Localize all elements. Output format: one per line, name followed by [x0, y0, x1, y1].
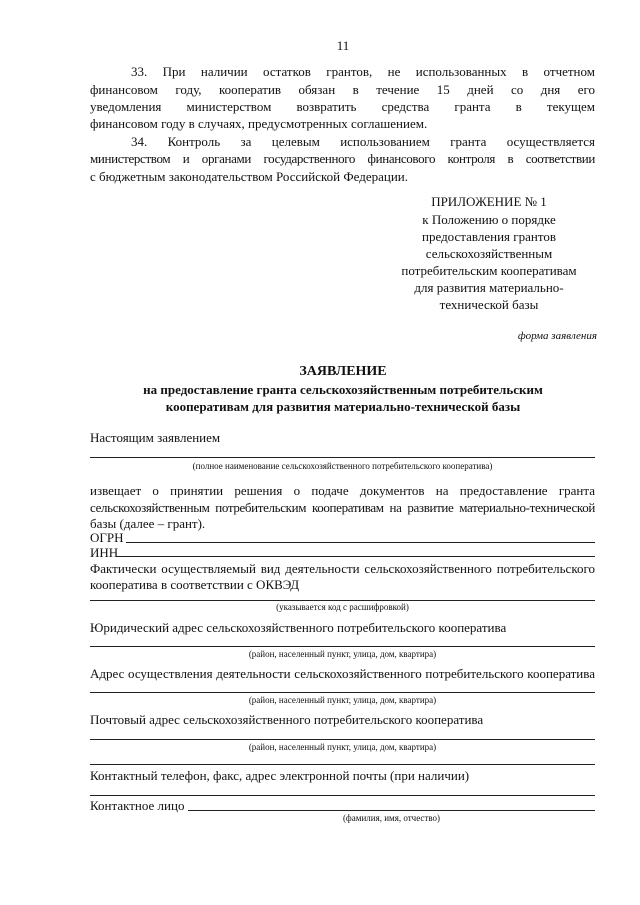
legal-address-hint: (район, населенный пункт, улица, дом, квартира) [248, 649, 437, 659]
activity-line-2: кооператива в соответствии с ОКВЭД [90, 577, 300, 592]
activity-address-label: Адрес осуществления деятельности сельскохозяйственного потребительского кооператива [90, 666, 595, 681]
para33-line-4: финансовом году в случаях, предусмотренных соглашением. [90, 116, 428, 131]
okved-hint: (указывается код с расшифровкой) [276, 602, 409, 612]
inn-label: ИНН [90, 545, 119, 560]
notify-line-2: сельскохозяйственным потребительским кооперативам на развитие материально-технической [90, 500, 595, 515]
notify-line-1: извещает о принятии решения о подаче документов на предоставление гранта [90, 483, 595, 498]
legal-address-label: Юридический адрес сельскохозяйственного потребительского кооператива [90, 620, 507, 635]
contact-person-label: Контактное лицо [90, 798, 185, 813]
appendix-line: предоставления грантов [422, 229, 556, 244]
para33-line-1: 33. При наличии остатков грантов, не использованных в отчетном [131, 64, 595, 79]
para34-line-2: министерством и органами государственного финансового контроля в соответствии [90, 151, 595, 166]
okved-field[interactable] [90, 600, 595, 601]
activity-line-1: Фактически осуществляемый вид деятельности сельскохозяйственного потребительского [90, 561, 595, 576]
contacts-field[interactable] [90, 795, 595, 796]
appendix-line: к Положению о порядке [422, 212, 556, 227]
activity-address-field[interactable] [90, 692, 595, 693]
statement-subtitle-2: кооперативам для развития материально-технической базы [165, 399, 521, 414]
ogrn-label: ОГРН [90, 530, 124, 545]
appendix-line: сельскохозяйственным [425, 246, 553, 261]
para33-line-3: уведомления министерством возвратить средства гранта в текущем [90, 99, 595, 114]
notify-line-3: базы (далее – грант). [90, 516, 206, 531]
postal-address-hint: (район, населенный пункт, улица, дом, квартира) [248, 742, 437, 752]
contacts-label: Контактный телефон, факс, адрес электронной почты (при наличии) [90, 768, 470, 783]
statement-subtitle-1: на предоставление гранта сельскохозяйственным потребительским [143, 382, 543, 397]
inn-field[interactable] [116, 556, 595, 557]
contact-person-field[interactable] [188, 810, 595, 811]
ogrn-field[interactable] [126, 542, 595, 543]
form-label: форма заявления [517, 330, 597, 342]
appendix-block [380, 194, 598, 314]
para34-line-1: 34. Контроль за целевым использованием гранта осуществляется [131, 134, 595, 149]
coop-name-hint: (полное наименование сельскохозяйственного потребительского кооператива) [192, 461, 493, 471]
appendix-line: потребительским кооперативам [401, 263, 577, 278]
para33-line-2: финансовом году, кооператив обязан в течение 15 дней со дня его [90, 82, 595, 97]
appendix-line: для развития материально- [414, 280, 564, 295]
postal-address-field[interactable] [90, 739, 595, 740]
postal-address-extra-field[interactable] [90, 764, 595, 765]
statement-title: ЗАЯВЛЕНИЕ [299, 364, 387, 379]
activity-address-hint: (район, населенный пункт, улица, дом, квартира) [248, 695, 437, 705]
postal-address-label: Почтовый адрес сельскохозяйственного потребительского кооператива [90, 712, 484, 727]
legal-address-field[interactable] [90, 646, 595, 647]
contact-person-hint: (фамилия, имя, отчество) [342, 813, 441, 823]
intro-text: Настоящим заявлением [90, 430, 221, 445]
appendix-title: ПРИЛОЖЕНИЕ № 1 [431, 194, 547, 209]
para34-line-3: с бюджетным законодательством Российской Федерации. [90, 169, 408, 184]
page-number: 11 [336, 38, 350, 53]
coop-name-field[interactable] [90, 457, 595, 458]
appendix-line: технической базы [439, 297, 539, 312]
